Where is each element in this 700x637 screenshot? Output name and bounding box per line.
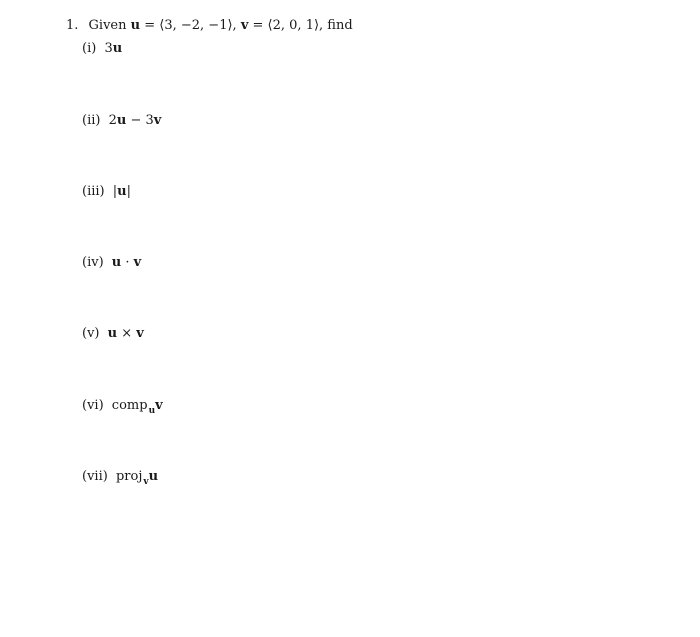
part-vi <box>82 398 163 416</box>
separator: , <box>232 18 241 33</box>
part-label: (vi) <box>82 398 104 413</box>
subscript-v: v <box>143 477 149 487</box>
abs-bar-right: | <box>126 184 131 199</box>
part-label: (ii) <box>82 113 101 128</box>
vector-u: u <box>117 184 127 199</box>
vector-u: u <box>107 326 118 341</box>
vector-v: v <box>153 113 162 128</box>
vector-v: v <box>133 255 142 270</box>
problem-number: 1. <box>66 18 79 33</box>
vector-u: u <box>116 113 127 128</box>
part-iv <box>82 255 141 270</box>
vector-v: v <box>155 398 163 413</box>
subscript-u: u <box>148 406 156 416</box>
part-label: (v) <box>82 326 100 341</box>
part-label: (vii) <box>82 469 108 484</box>
part-label: (i) <box>82 41 97 56</box>
v-value: ⟨2, 0, 1⟩ <box>267 18 320 33</box>
find-word: , find <box>319 18 353 33</box>
function-proj: proj <box>115 469 143 484</box>
given-word: Given <box>88 18 127 33</box>
function-comp: comp <box>111 398 148 413</box>
part-v <box>82 326 144 341</box>
vector-u: u <box>148 469 159 484</box>
v-equals: = <box>248 18 268 33</box>
part-label: (iii) <box>82 184 105 199</box>
part-vii <box>82 469 159 487</box>
operator-dot: · <box>121 255 134 270</box>
operator-minus: − <box>126 113 146 128</box>
u-equals: = <box>140 18 160 33</box>
part-i <box>82 41 122 56</box>
vector-u: u <box>111 255 122 270</box>
part-ii <box>82 113 161 128</box>
u-value: ⟨3, −2, −1⟩ <box>159 18 233 33</box>
v-symbol: v <box>240 18 249 33</box>
operator-cross: × <box>117 326 137 341</box>
u-symbol: u <box>130 18 141 33</box>
abs-bar-left: | <box>112 184 118 199</box>
coefficient: 3 <box>145 113 154 128</box>
vector-v: v <box>136 326 144 341</box>
problem-statement <box>66 18 353 33</box>
coefficient: 3 <box>104 41 113 56</box>
part-iii <box>82 184 131 199</box>
vector-u: u <box>112 41 123 56</box>
coefficient: 2 <box>108 113 117 128</box>
part-label: (iv) <box>82 255 104 270</box>
